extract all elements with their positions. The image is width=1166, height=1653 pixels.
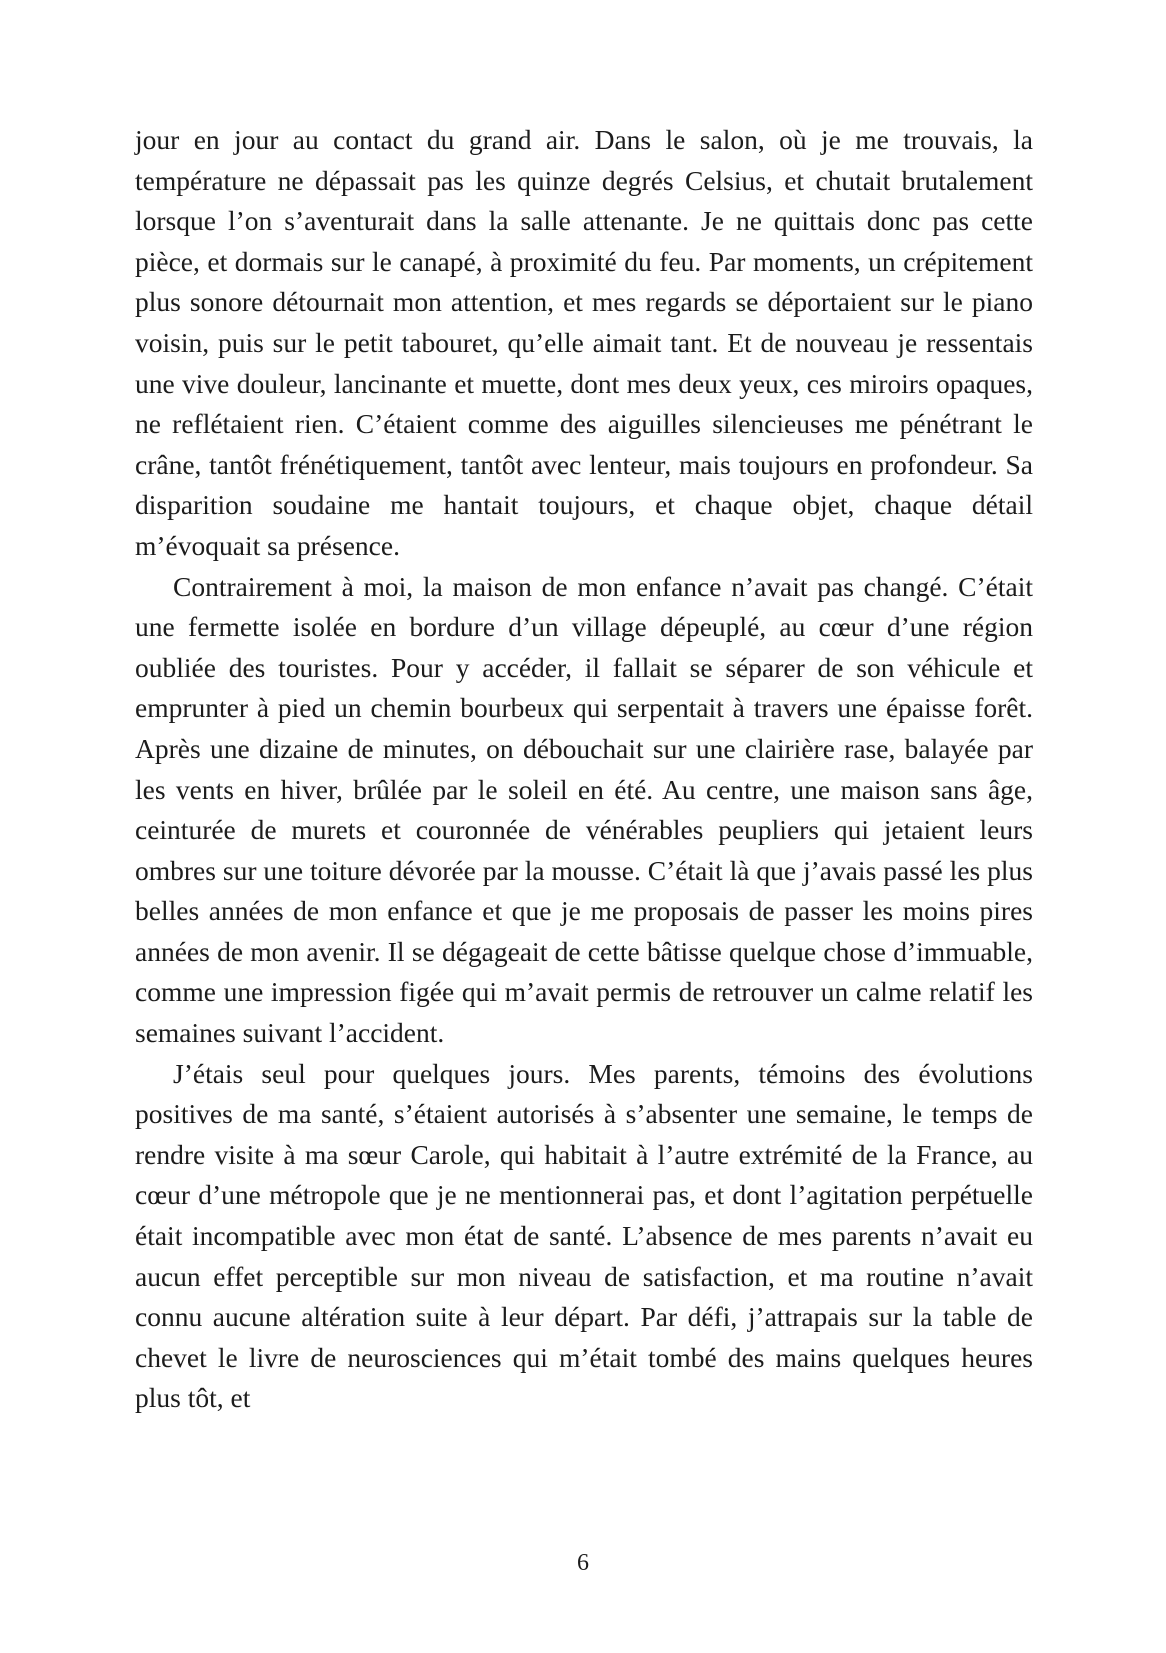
paragraph: jour en jour au contact du grand air. Dans le salon, où je me trouvais, la température ne dépassait pas les quinze degrés Celsius, et chutait brutalement lorsque l’on s’aventurait dans la salle attenante. Je ne quittais donc pas cette pièce, et dormais sur le canapé, à proximité du feu. Par moments, un crépitement plus sonore détournait mon attention, et mes regards se déportaient sur le piano voisin, puis sur le petit tabouret, qu’elle aimait tant. Et de nouveau je ressentais une vive douleur, lancinante et muette, dont mes deux yeux, ces miroirs opaques, ne reflétaient rien. C’étaient comme des aiguilles silencieuses me pénétrant le crâne, tantôt frénétiquement, tantôt avec lenteur, mais toujours en profondeur. Sa disparition soudaine me hantait toujours, et chaque objet, chaque détail m’évoquait sa présence. [135, 124, 1033, 561]
paragraph: Contrairement à moi, la maison de mon enfance n’avait pas changé. C’était une fermette isolée en bordure d’un village dépeuplé, au cœur d’une région oubliée des touristes. Pour y accéder, il fallait se séparer de son véhicule et emprunter à pied un chemin bourbeux qui serpentait à travers une épaisse forêt. Après une dizaine de minutes, on débouchait sur une clairière rase, balayée par les vents en hiver, brûlée par le soleil en été. Au centre, une maison sans âge, ceinturée de murets et couronnée de vénérables peupliers qui jetaient leurs ombres sur une toiture dévorée par la mousse. C’était là que j’avais passé les plus belles années de mon enfance et que je me proposais de passer les moins pires années de mon avenir. Il se dégageait de cette bâtisse quelque chose d’immuable, comme une impression figée qui m’avait permis de retrouver un calme relatif les semaines suivant l’accident. [135, 570, 1033, 1049]
page-body [135, 120, 1033, 1419]
page-number: 6 [577, 1550, 589, 1576]
paragraph: J’étais seul pour quelques jours. Mes parents, témoins des évolutions positives de ma santé, s’étaient autorisés à s’absenter une semaine, le temps de rendre visite à ma sœur Carole, qui habitait à l’autre extrémité de la France, au cœur d’une métropole que je ne mentionnerai pas, et dont l’agitation perpétuelle était incompatible avec mon état de santé. L’absence de mes parents n’avait eu aucun effet perceptible sur mon niveau de satisfaction, et ma routine n’avait connu aucune altération suite à leur départ. Par défi, j’attrapais sur la table de chevet le livre de neurosciences qui m’était tombé des mains quelques heures plus tôt, et [135, 1057, 1033, 1414]
